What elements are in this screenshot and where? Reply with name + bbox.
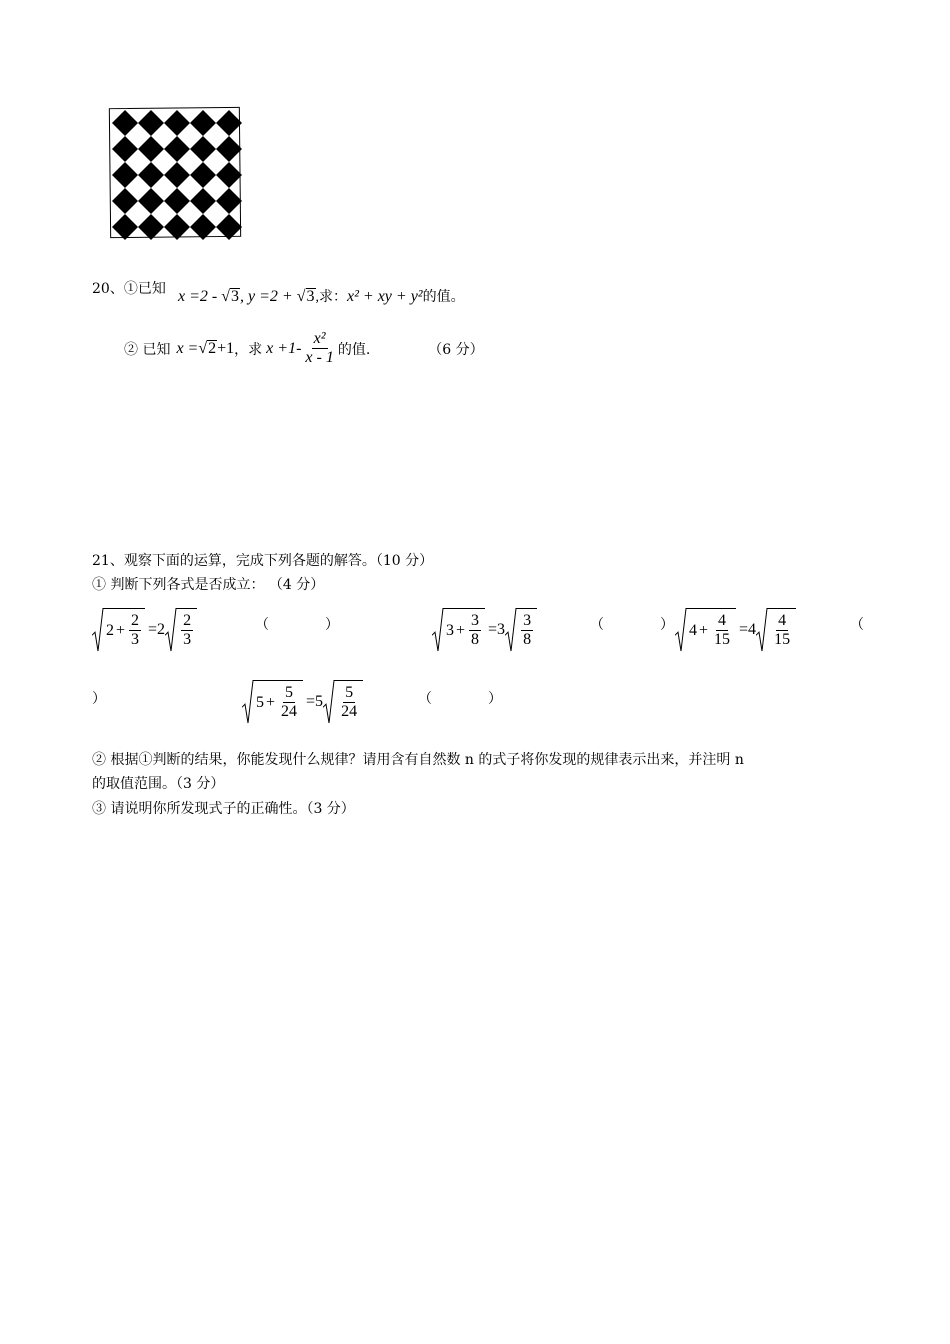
fraction: $\frac{4}{15}$ bbox=[774, 612, 791, 648]
equation-3: 4 + $\frac{4}{15}$ =4 $\frac{4}{15}$ bbox=[675, 608, 796, 652]
equation-4: 5 + $\frac{5}{24}$ =5 $\frac{5}{24}$ bbox=[242, 680, 363, 724]
fraction: $\frac{4}{15}$ bbox=[714, 612, 731, 648]
radical-sign bbox=[505, 608, 517, 652]
q20-label: 20、①已知 bbox=[92, 281, 166, 297]
fraction: $\frac{2}{3}$ bbox=[183, 612, 192, 648]
q21-part3: ③ 请说明你所发现式子的正确性。（3 分） bbox=[92, 801, 355, 817]
radical-sign bbox=[92, 608, 104, 652]
q20-part2: ② 已知 x = √ 2 +1 ，求 x +1- $\frac{\text{x²}}{x - 1}$ 的值. （6 分） bbox=[124, 330, 484, 366]
radical-sign bbox=[432, 608, 444, 652]
radical-sign bbox=[323, 680, 335, 724]
fraction: $\frac{3}{8}$ bbox=[471, 612, 480, 648]
radical-sign bbox=[165, 608, 177, 652]
q21-part1: ① 判断下列各式是否成立： （4 分） bbox=[92, 577, 325, 593]
q20-score: （6 分） bbox=[428, 341, 484, 358]
judge-bracket-1[interactable]: （ ） bbox=[255, 617, 339, 633]
fraction: $\frac{5}{24}$ bbox=[341, 684, 358, 720]
radical-sign bbox=[756, 608, 768, 652]
fraction: $\frac{3}{8}$ bbox=[523, 612, 532, 648]
radical-sign bbox=[675, 608, 687, 652]
judge-bracket-3-close: ） bbox=[92, 691, 106, 707]
q20-expression: x² + xy + y² bbox=[347, 288, 423, 305]
judge-bracket-3[interactable]: （ bbox=[850, 617, 864, 633]
equation-2: 3 + $\frac{3}{8}$ =3 $\frac{3}{8}$ bbox=[432, 608, 537, 652]
fraction: $\frac{5}{24}$ bbox=[281, 684, 298, 720]
q20-condition: x =2 - √ 3 , y =2 + √ 3 ,求：x² + xy + y²的值。 bbox=[178, 288, 465, 305]
judge-bracket-4[interactable]: （ ） bbox=[418, 691, 502, 707]
checkerboard-figure bbox=[108, 106, 242, 240]
fraction: $\frac{2}{3}$ bbox=[131, 612, 140, 648]
radical-sign bbox=[242, 680, 254, 724]
q21-title: 21、观察下面的运算，完成下列各题的解答。（10 分） bbox=[92, 553, 434, 569]
equation-1: 2 + $\frac{2}{3}$ =2 $\frac{2}{3}$ bbox=[92, 608, 197, 652]
q21-part2: ② 根据①判断的结果，你能发现什么规律？请用含有自然数 n 的式子将你发现的规律表示出来，并注明 n 的取值范围。（3 分） bbox=[92, 752, 744, 792]
judge-bracket-2[interactable]: （ ） bbox=[590, 617, 674, 633]
